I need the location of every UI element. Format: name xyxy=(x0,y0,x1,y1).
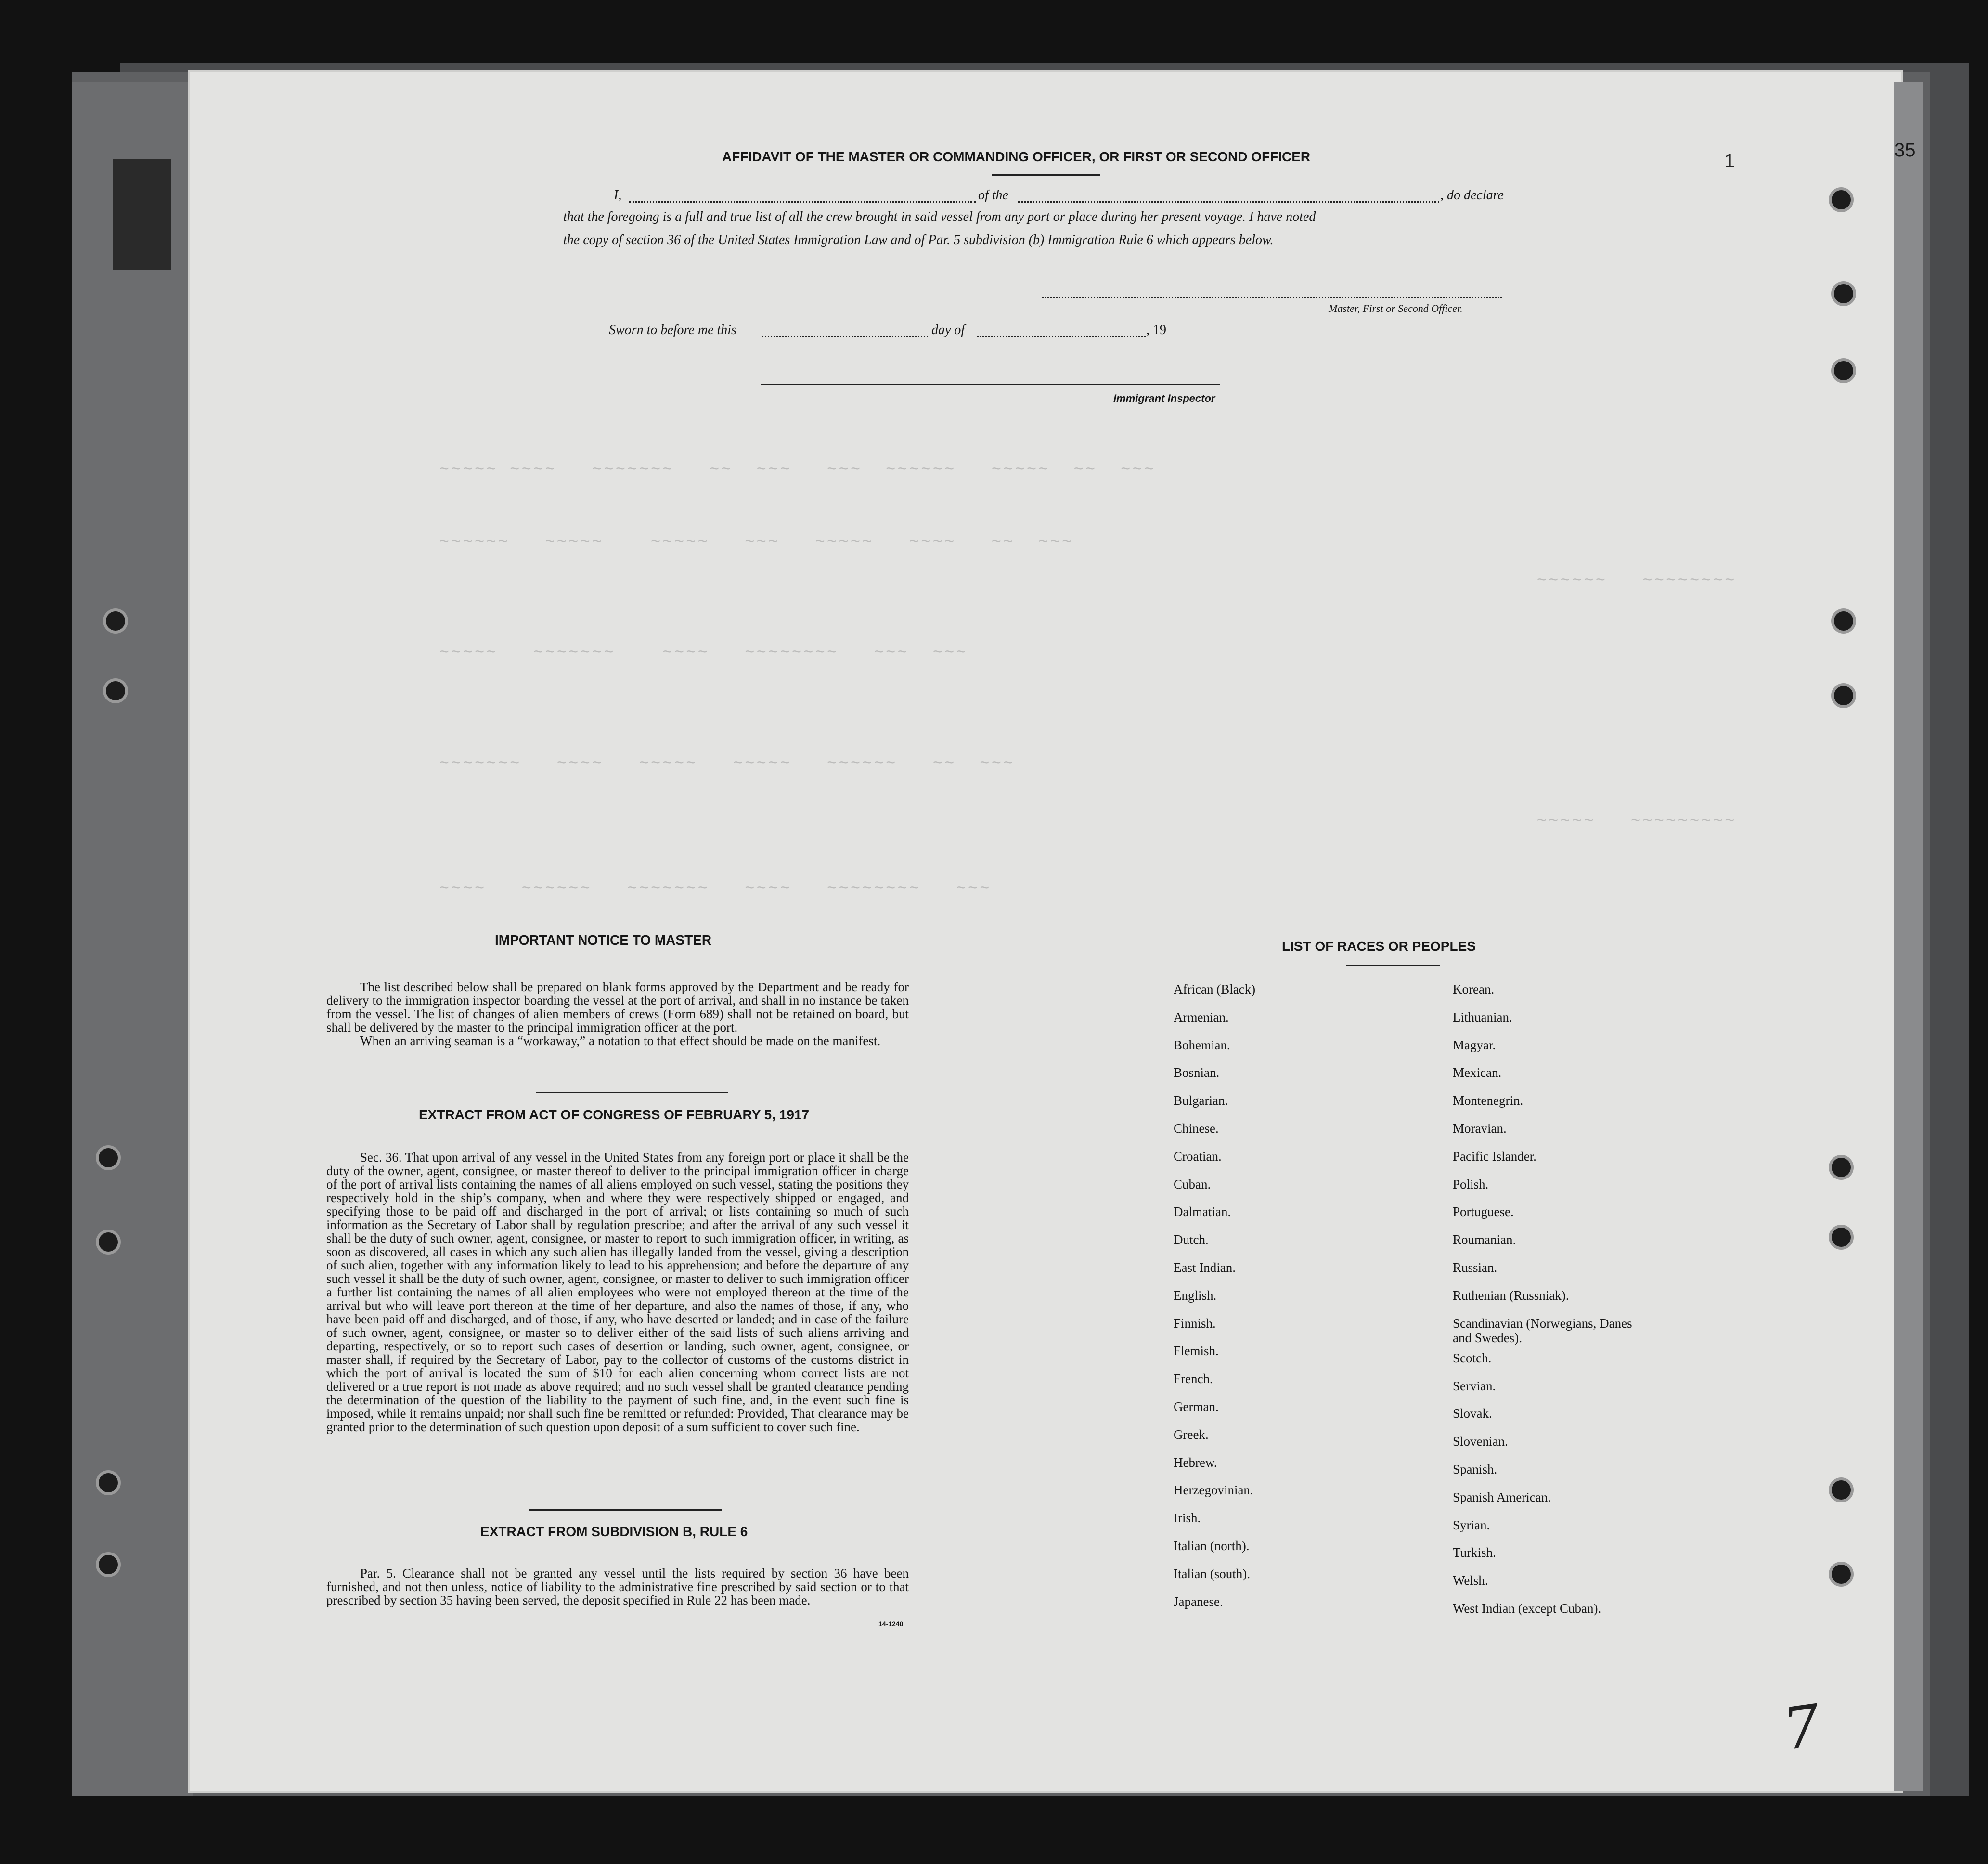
race-entry: French. xyxy=(1174,1372,1213,1386)
year-label: , 19 xyxy=(1146,323,1166,337)
race-entry: Syrian. xyxy=(1453,1518,1490,1532)
race-entry: African (Black) xyxy=(1174,982,1256,997)
race-entry: Hebrew. xyxy=(1174,1455,1217,1470)
race-entry: Scotch. xyxy=(1453,1351,1492,1365)
rule-extract-heading: EXTRACT FROM SUBDIVISION B, RULE 6 xyxy=(480,1524,748,1539)
handwritten-mark: 7 xyxy=(1779,1692,1825,1764)
sworn-label: Sworn to before me this xyxy=(609,323,736,337)
affidavit-heading: AFFIDAVIT OF THE MASTER OR COMMANDING OFFICER, OR FIRST OR SECOND OFFICER xyxy=(722,149,1311,164)
section-divider xyxy=(529,1509,722,1511)
punch-hole xyxy=(99,1473,118,1492)
race-entry: Portuguese. xyxy=(1453,1204,1514,1219)
bleed-through-text: ~~~~ ~~~~~~ ~~~~~~~ ~~~~ ~~~~~~~~ ~~~ xyxy=(439,880,992,898)
top-right-digit: 1 xyxy=(1724,150,1735,171)
punch-hole xyxy=(1832,1480,1851,1500)
manifest-page xyxy=(190,72,1901,1791)
section-divider xyxy=(536,1092,728,1093)
master-signature-label: Master, First or Second Officer. xyxy=(1329,302,1463,314)
binder-strip xyxy=(72,82,193,1796)
race-entry: Greek. xyxy=(1174,1427,1209,1442)
act-extract-paragraph: Sec. 36. That upon arrival of any vessel in the United States from any foreign port or place it shall be the duty of the owner, agent, consignee, or master thereof to deliver to the principal immigration officer in charge of the port of arrival lists containing the names of all aliens employed on such vessel, stating the positions they respectively hold in the ship’s company, when and where they were respectively shipped or engaged, and specifying those to be paid off and discharged in the port of arrival; or lists containing so much of such information as the Secretary of Labor shall by regulation prescribe; and after the arrival of any such vessel it shall be the duty of such owner, agent, consignee, or master to report to such immigration officer, in writing, as soon as discovered, all cases in which any such alien has illegally landed from the vessel, giving a description of such alien, together with any information likely to lead to his apprehension; and before the departure of any such vessel it shall be the duty of such owner, agent, consignee, or master to deliver to such immigration officer a further list containing the names of all alien employees who were not employed thereon at the time of the arrival but who will leave port thereon at the time of her departure, and also the names of those, if any, who have been paid off and discharged, and of those, if any, who have deserted or landed; and in case of the failure of such owner, agent, consignee, or master so to deliver either of the said lists of such aliens arriving and departing, respectively, or so to report such cases of desertion or landing, such owner, agent, consignee, or master shall, if required by the Secretary of Labor, pay to the collector of customs of the customs district in which the port of arrival is located the sum of $10 for each alien concerning whom correct lists are not delivered or a true report is not made as above required; and no such vessel shall be granted clearance pending the determination of the question of the liability to the payment of such fine, and, in the event such fine is imposed, while it remains unpaid; nor shall such fine be remitted or refunded: Provided, That clearance may be granted prior to the determination of such question upon deposit of a sum sufficient to cover such fine. xyxy=(326,1150,909,1434)
bleed-through-text: ~~~~~ ~~~~~~~ ~~~~ ~~~~~~~~ ~~~ ~~~ xyxy=(439,644,968,662)
punch-hole xyxy=(1832,1228,1851,1247)
of-the-label: of the xyxy=(978,188,1008,203)
punch-hole xyxy=(1832,1158,1851,1177)
race-entry: Finnish. xyxy=(1174,1316,1216,1331)
edge-page-number: 35 xyxy=(1894,140,1916,161)
affiant-name-line xyxy=(629,201,976,203)
race-entry: West Indian (except Cuban). xyxy=(1453,1601,1601,1616)
race-entry: Montenegrin. xyxy=(1453,1093,1523,1108)
punch-hole xyxy=(1834,686,1853,705)
punch-hole xyxy=(99,1555,118,1574)
race-entry: Spanish American. xyxy=(1453,1490,1551,1504)
punch-hole xyxy=(1834,284,1853,303)
bleed-through-text: ~~~~~~~ ~~~~ ~~~~~ ~~~~~ ~~~~~~ ~~ ~~~ xyxy=(439,755,1015,773)
race-entry: East Indian. xyxy=(1174,1260,1236,1275)
race-entry: Dalmatian. xyxy=(1174,1204,1231,1219)
inspector-signature-line xyxy=(761,384,1220,385)
day-of-label: day of xyxy=(931,323,965,337)
punch-hole xyxy=(99,1148,118,1167)
race-entry: Scandinavian (Norwegians, Danes and Swedes). xyxy=(1453,1316,1632,1345)
act-extract-text xyxy=(326,1151,909,1434)
inspector-label: Immigrant Inspector xyxy=(1113,392,1215,404)
page-edge xyxy=(1894,82,1923,1791)
race-entry: Magyar. xyxy=(1453,1038,1496,1052)
rule-extract-text xyxy=(326,1566,909,1607)
race-entry: Bulgarian. xyxy=(1174,1093,1228,1108)
race-entry: Welsh. xyxy=(1453,1573,1488,1588)
punch-hole xyxy=(106,681,125,700)
race-entry: Cuban. xyxy=(1174,1177,1211,1191)
notice-heading: IMPORTANT NOTICE TO MASTER xyxy=(495,932,712,947)
race-entry: Servian. xyxy=(1453,1379,1496,1393)
races-heading-underline xyxy=(1346,965,1440,966)
form-number: 14-1240 xyxy=(878,1620,904,1628)
race-entry: Bosnian. xyxy=(1174,1065,1220,1080)
affiant-i-label: I, xyxy=(614,188,622,203)
race-entry: Spanish. xyxy=(1453,1462,1497,1476)
punch-hole xyxy=(1832,190,1851,209)
affidavit-line-2: that the foregoing is a full and true list of all the crew brought in said vessel from any port or place during her present voyage. I have noted xyxy=(563,209,1316,224)
declare-label: , do declare xyxy=(1440,188,1504,203)
race-entry: Roumanian. xyxy=(1453,1232,1516,1247)
sworn-day-line xyxy=(762,336,928,337)
race-entry: Italian (north). xyxy=(1174,1539,1250,1553)
bleed-through-text: ~~~~~ ~~~~ ~~~~~~~ ~~ ~~~ ~~~ ~~~~~~ ~~~~~ ~~ ~~~ xyxy=(439,461,1156,479)
race-entry: Herzegovinian. xyxy=(1174,1483,1253,1497)
race-entry: Polish. xyxy=(1453,1177,1489,1191)
race-entry: Chinese. xyxy=(1174,1121,1219,1136)
master-signature-line xyxy=(1042,297,1502,298)
bleed-through-text: ~~~~~ ~~~~~~~~~ xyxy=(1536,813,1737,831)
notice-text xyxy=(326,980,909,1048)
race-entry: Lithuanian. xyxy=(1453,1010,1512,1024)
race-entry: Slovak. xyxy=(1453,1406,1492,1421)
binder-tab xyxy=(113,159,171,270)
race-entry: Pacific Islander. xyxy=(1453,1149,1536,1164)
race-entry: Dutch. xyxy=(1174,1232,1209,1247)
bleed-through-text: ~~~~~~ ~~~~~~~~ xyxy=(1536,572,1737,590)
race-entry: Irish. xyxy=(1174,1511,1201,1525)
race-entry: English. xyxy=(1174,1288,1217,1303)
heading-underline xyxy=(992,174,1100,176)
race-entry: Russian. xyxy=(1453,1260,1497,1275)
race-entry: Flemish. xyxy=(1174,1344,1219,1358)
act-extract-heading: EXTRACT FROM ACT OF CONGRESS OF FEBRUARY 5, 1917 xyxy=(419,1107,810,1122)
punch-hole xyxy=(1832,1565,1851,1584)
race-entry: Bohemian. xyxy=(1174,1038,1230,1052)
notice-paragraph: When an arriving seaman is a “workaway,” a notation to that effect should be made on the manifest. xyxy=(360,1034,881,1048)
races-heading: LIST OF RACES OR PEOPLES xyxy=(1282,939,1476,954)
sworn-month-line xyxy=(977,336,1146,337)
race-entry: Croatian. xyxy=(1174,1149,1222,1164)
punch-hole xyxy=(1834,611,1853,631)
vessel-name-line xyxy=(1018,201,1439,203)
race-entry: Mexican. xyxy=(1453,1065,1502,1080)
race-entry: German. xyxy=(1174,1399,1219,1414)
punch-hole xyxy=(106,611,125,631)
race-entry: Korean. xyxy=(1453,982,1495,997)
rule-extract-paragraph: Par. 5. Clearance shall not be granted any vessel until the lists required by section 36 have been furnished, and not then unless, notice of liability to the administrative fine prescribed by said section or to that prescribed by section 35 having been served, the deposit specified in Rule 22 has been made. xyxy=(326,1566,909,1607)
race-entry: Slovenian. xyxy=(1453,1434,1508,1449)
notice-paragraph: The list described below shall be prepared on blank forms approved by the Department and be ready for delivery to the immigration inspector boarding the vessel at the port of arrival, and shall in no instance be taken from the vessel. The list of changes of alien members of crews (Form 689) shall not be retained on board, but shall be delivered by the master to the principal immigration officer at the port. xyxy=(326,980,909,1035)
punch-hole xyxy=(1834,361,1853,380)
race-entry: Japanese. xyxy=(1174,1594,1223,1609)
race-entry: Armenian. xyxy=(1174,1010,1229,1024)
race-entry: Moravian. xyxy=(1453,1121,1507,1136)
bleed-through-text: ~~~~~~ ~~~~~ ~~~~~ ~~~ ~~~~~ ~~~~ ~~ ~~~ xyxy=(439,533,1074,552)
race-entry: Turkish. xyxy=(1453,1545,1496,1560)
affidavit-line-3: the copy of section 36 of the United States Immigration Law and of Par. 5 subdivision (b) Immigration Rule 6 which appears below. xyxy=(563,233,1274,247)
punch-hole xyxy=(99,1232,118,1252)
race-entry: Italian (south). xyxy=(1174,1566,1250,1581)
race-entry: Ruthenian (Russniak). xyxy=(1453,1288,1569,1303)
